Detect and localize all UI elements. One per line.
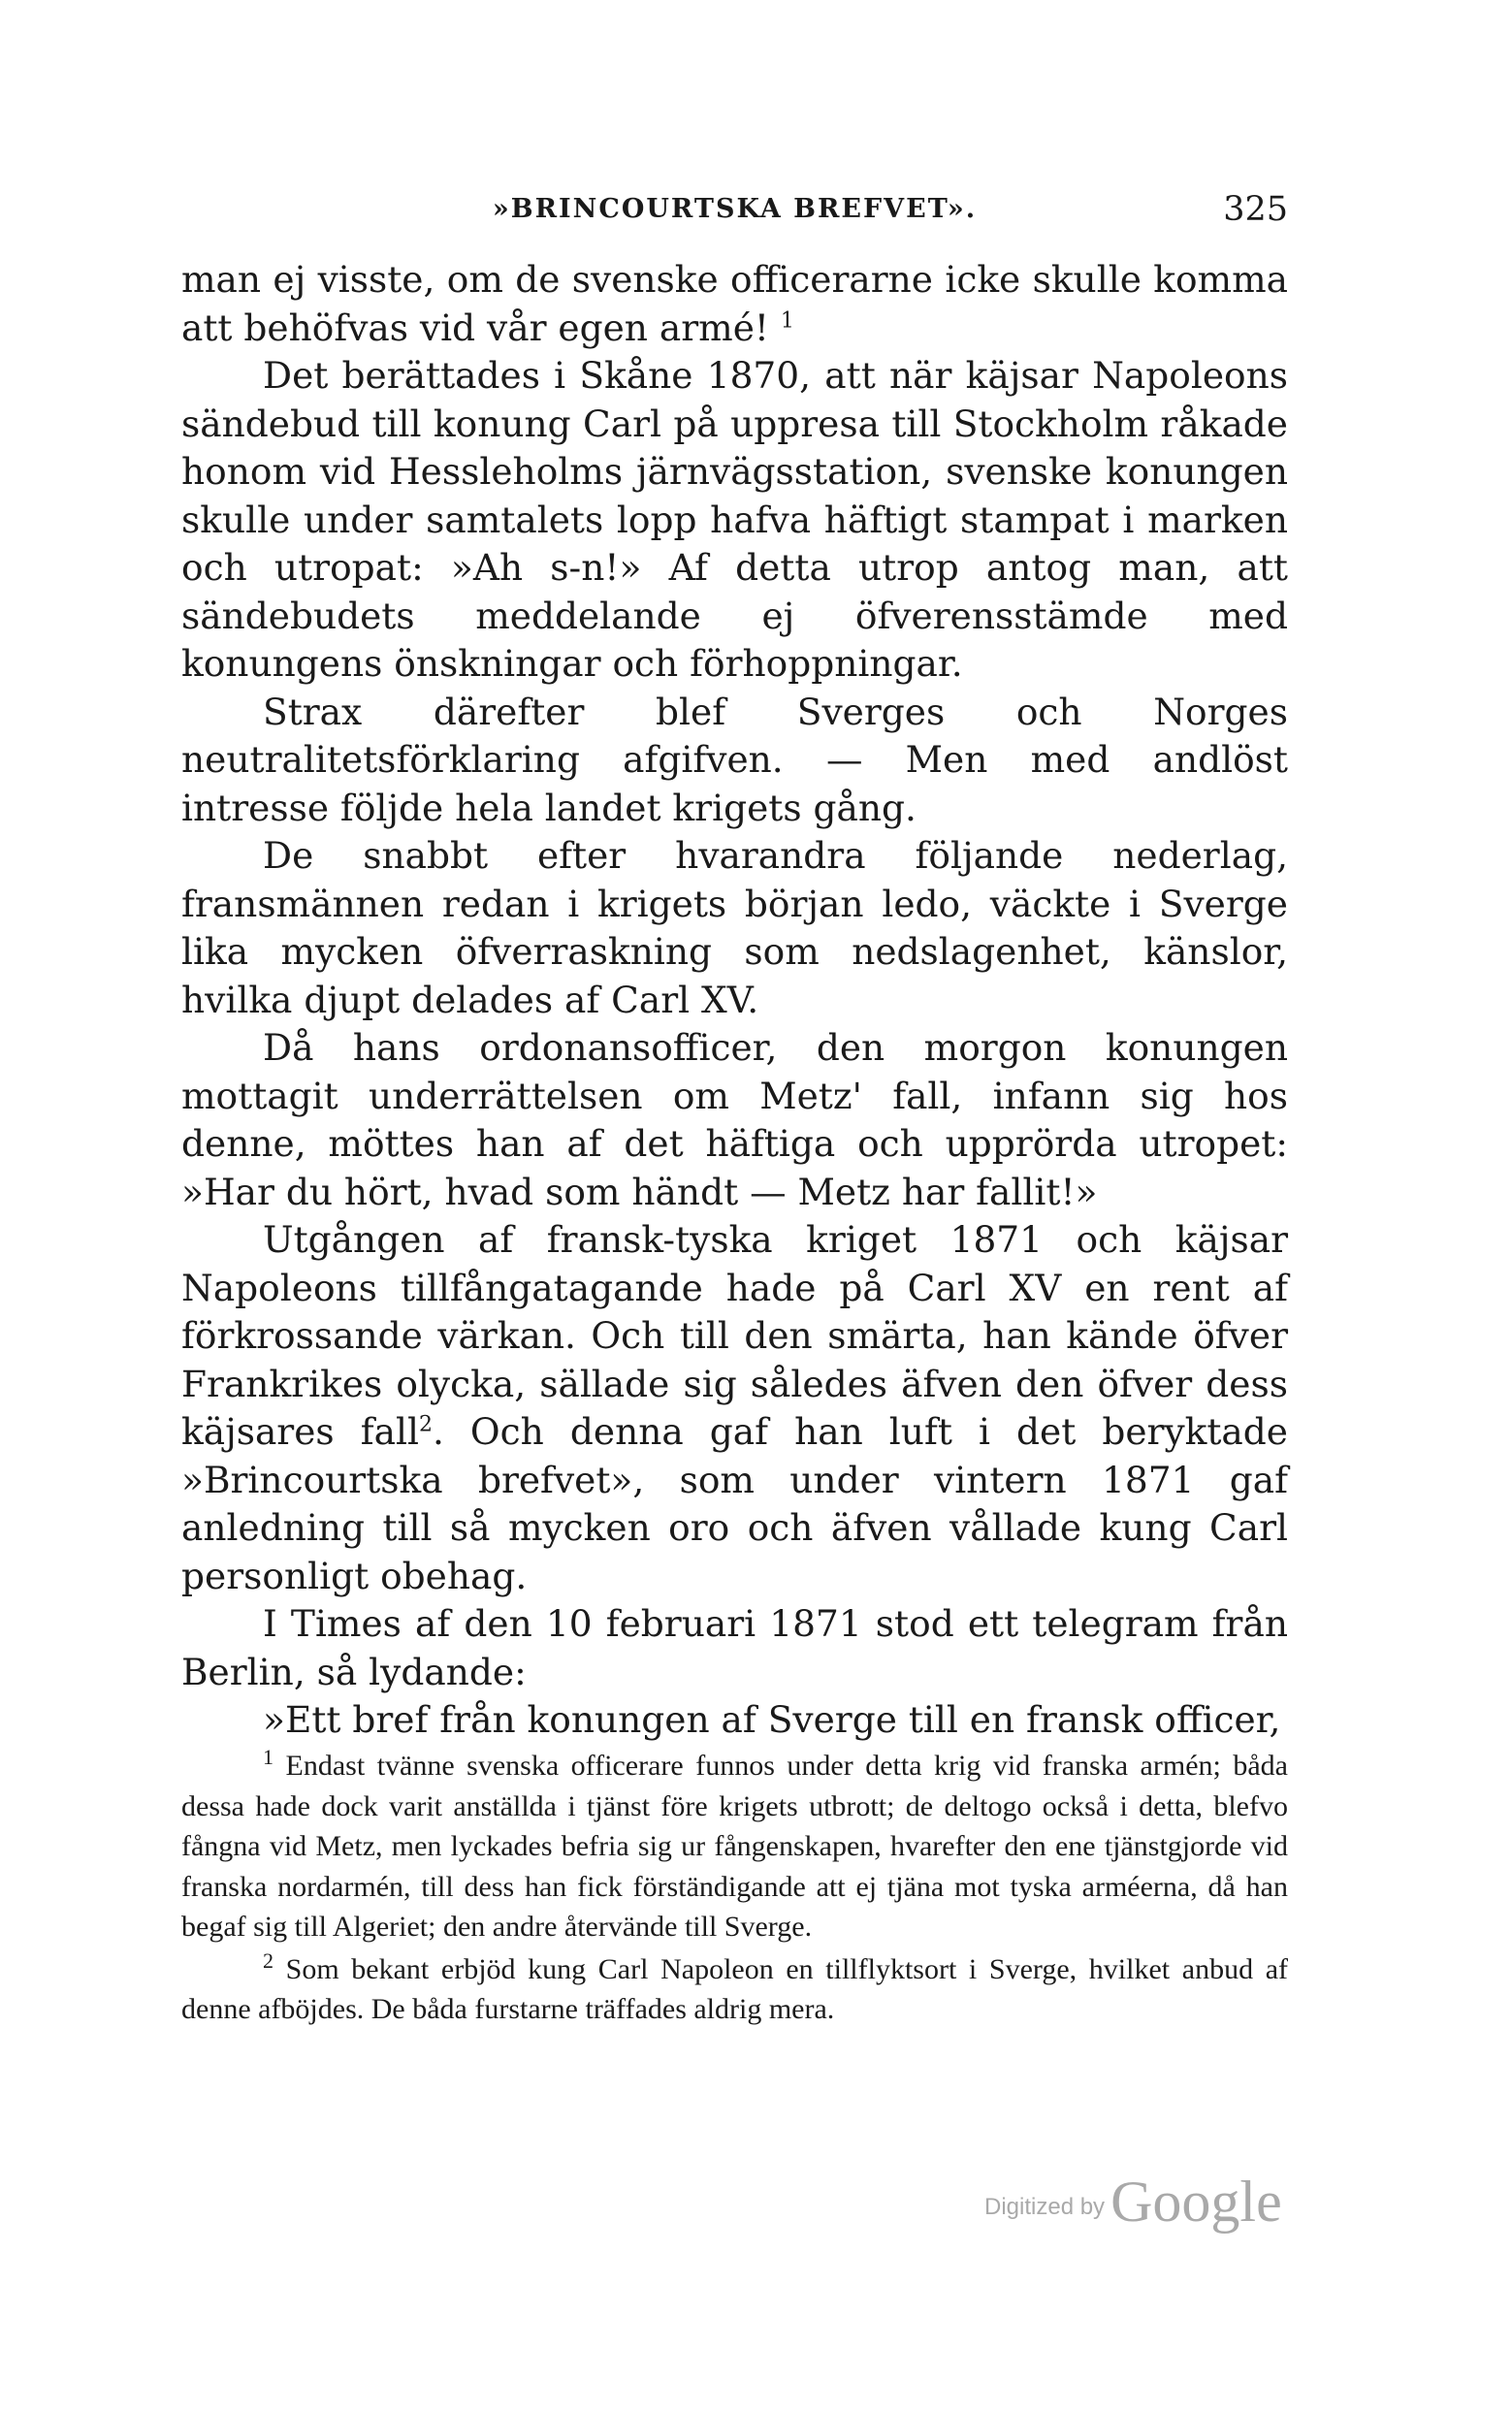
paragraph: Strax därefter blef Sverges och Norges neutralitetsförklaring afgifven. — Men med andlöst intresse följde hela landet krigets gång.: [181, 690, 1288, 829]
digitized-watermark: [984, 2163, 1304, 2234]
watermark-caption: Digitized by: [984, 2194, 1106, 2220]
paragraph: [181, 256, 1288, 352]
footnote-text: Endast tvänne svenska officerare funnos under detta krig vid franska armén; båda dessa hade dock varit anställda i tjänst före krigets utbrott; de deltogo också i detta, blefvo fångna vid Metz, men lyckades befria sig ur fångenskapen, hvarefter den ene tjänstgjorde vid franska nordarmén, till dess han fick förständigande att ej tjäna mot tyska arméerna, då han begaf sig till Algeriet; den andre återvände till Sverge.: [181, 1750, 1288, 1943]
paragraph: De snabbt efter hvarandra följande nederlag, fransmännen redan i krigets början ledo, väckte i Sverge lika mycken öfverraskning som nedslagenhet, känslor, hvilka djupt delades af Carl XV.: [181, 834, 1288, 1021]
footnote-ref: 1: [780, 308, 794, 333]
footnote-mark: 1: [263, 1745, 273, 1769]
footnote-mark: 2: [263, 1947, 273, 1973]
footnote: [181, 1746, 1288, 1947]
footnote-text: Som bekant erbjöd kung Carl Napoleon en tillflyktsort i Sverge, hvilket anbud af denne afböjdes. De båda furstarne träffades aldrig mera.: [181, 1952, 1289, 2025]
paragraph: Det berättades i Skåne 1870, att när käjsar Napoleons sändebud till konung Carl på uppresa till Stockholm råkade honom vid Hessleholms järnvägsstation, svenske konungen skulle under samtalets lopp hafva häftigt stampat i marken och utropat: »Ah s-n!» Af detta utrop antog man, att sändebudets meddelande ej öfverensstämde med konungens önskningar och förhoppningar.: [181, 354, 1288, 685]
main-text: [181, 256, 1288, 1745]
paragraph-text: . Och denna gaf han luft i det beryktade »Brincourtska brefvet», som under vintern 1871 gaf anledning till så mycken oro och äfven vållade kung Carl personligt obehag.: [181, 1410, 1288, 1597]
paragraph: »Ett bref från konungen af Sverge till en fransk officer,: [263, 1698, 1281, 1741]
paragraph: Då hans ordonansofficer, den morgon konungen mottagit underrättelsen om Metz' fall, infann sig hos denne, möttes han af det häftiga och upprörda utropet: »Har du hört, hvad som händt — Metz har fallit!»: [181, 1026, 1288, 1213]
page-number: 325: [1223, 190, 1288, 229]
footnote-ref: 2: [418, 1412, 433, 1437]
footnote: [181, 1949, 1288, 2030]
paragraph-text: man ej visste, om de svenske officerarne icke skulle komma att behöfvas vid vår egen armé!: [181, 258, 1288, 349]
paragraph: I Times af den 10 februari 1871 stod ett telegram från Berlin, så lydande:: [181, 1602, 1288, 1693]
running-title: »BRINCOURTSKA BREFVET».: [492, 194, 978, 224]
google-logo: Google: [1110, 2170, 1282, 2234]
paragraph-text: Utgången af fransk-tyska kriget 1871 och käjsar Napoleons tillfångatagande hade på Carl XV en rent af förkrossande värkan. Och till den smärta, han kände öfver Frankrikes olycka, sällade sig således äfven den öfver dess käjsares fall: [181, 1218, 1288, 1453]
footnotes: [181, 1746, 1288, 2030]
paragraph: [181, 1216, 1288, 1600]
running-head: [181, 190, 1288, 241]
